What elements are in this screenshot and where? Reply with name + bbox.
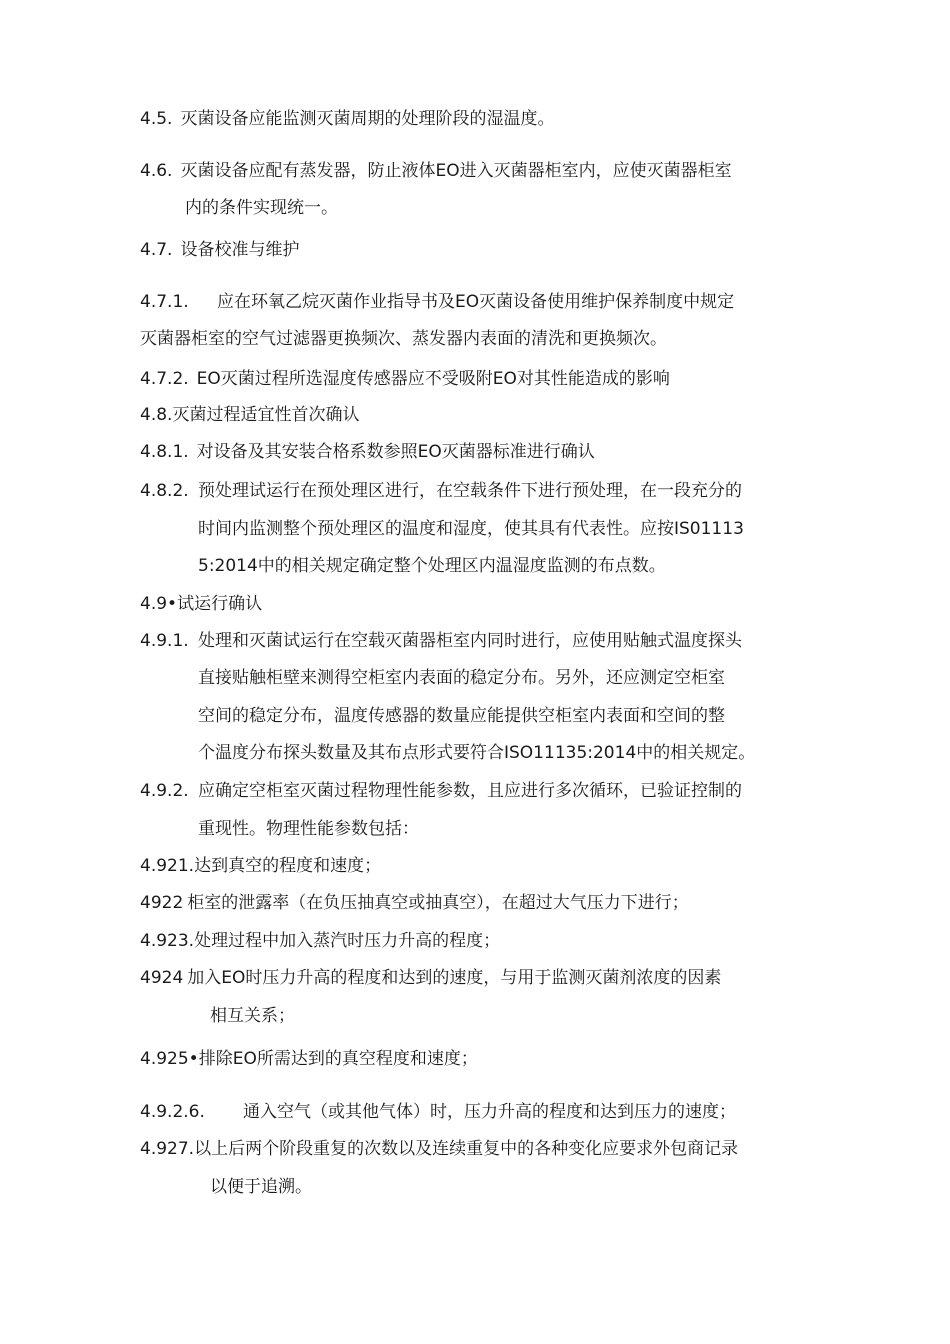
clause-number: 4.9.2.6. <box>140 1102 205 1122</box>
clause-text: 通入空气（或其他气体）时，压力升高的程度和达到压力的速度； <box>243 1102 736 1122</box>
clause-4-927-continued <box>210 1176 312 1198</box>
clause-number: 4.7.2. <box>140 369 189 389</box>
clause-number: 4.9.1. <box>140 631 189 651</box>
clause-text: 个温度分布探头数量及其布点形式要符合ISO11135:2014中的相关规定。 <box>198 743 756 763</box>
clause-number: 4924 <box>140 968 184 988</box>
clause-number: 4.8.1. <box>140 442 189 462</box>
clause-4-9-1-continued-2 <box>198 705 725 727</box>
clause-4-9-1-continued-3 <box>198 742 755 764</box>
clause-text: 直接贴触柜壁来测得空柜室内表面的稳定分布。另外，还应测定空柜室 <box>198 668 725 688</box>
clause-4-923 <box>140 930 500 952</box>
clause-4-9-2-continued <box>198 818 419 840</box>
clause-number: 4.8.2. <box>140 481 189 501</box>
clause-4-925 <box>140 1048 478 1070</box>
clause-number: 4.7. <box>140 240 173 260</box>
clause-4-7-1-continued <box>140 328 667 350</box>
clause-4-7-2 <box>140 368 670 390</box>
clause-text: 对设备及其安装合格系数参照EO灭菌器标准进行确认 <box>196 442 595 462</box>
clause-text: 以便于追溯。 <box>210 1177 312 1197</box>
clause-4-6-continued <box>185 197 338 219</box>
clause-text: 柜室的泄露率（在负压抽真空或抽真空），在超过大气压力下进行； <box>187 893 689 913</box>
clause-4-9-1 <box>140 630 742 652</box>
clause-text: 处理和灭菌试运行在空载灭菌器柜室内同时进行，应使用贴触式温度探头 <box>198 631 742 651</box>
clause-text: 相互关系； <box>210 1006 295 1026</box>
clause-text: 灭菌过程适宜性首次确认 <box>172 405 360 425</box>
clause-4-9-2 <box>140 780 742 802</box>
clause-text: 5:2014中的相关规定确定整个处理区内温湿度监测的布点数。 <box>198 556 666 576</box>
clause-text: 处理过程中加入蒸汽时压力升高的程度； <box>194 931 501 951</box>
clause-4-921 <box>140 855 381 877</box>
clause-4-5 <box>140 108 554 130</box>
clause-number: 4.927. <box>140 1139 195 1159</box>
clause-text: 以上后两个阶段重复的次数以及连续重复中的各种变化应要求外包商记录 <box>194 1139 739 1159</box>
clause-number: 4922 <box>140 893 184 913</box>
clause-number: 4.5. <box>140 109 173 129</box>
clause-number: 4.9• <box>140 594 178 614</box>
clause-number: 4.923. <box>140 931 195 951</box>
clause-4-8-2 <box>140 480 742 502</box>
clause-text: 灭菌器柜室的空气过滤器更换频次、蒸发器内表面的清洗和更换频次。 <box>140 329 667 349</box>
clause-4-8-2-continued-1 <box>198 518 744 540</box>
clause-text: 空间的稳定分布，温度传感器的数量应能提供空柜室内表面和空间的整 <box>198 706 725 726</box>
clause-text: 时间内监测整个预处理区的温度和湿度，使其具有代表性。应按IS01113 <box>198 519 744 539</box>
clause-text: 内的条件实现统一。 <box>185 198 338 218</box>
clause-4-9-1-continued-1 <box>198 667 725 689</box>
clause-text: 排除EO所需达到的真空程度和速度； <box>198 1049 478 1069</box>
clause-text: EO灭菌过程所选湿度传感器应不受吸附EO对其性能造成的影响 <box>196 369 670 389</box>
clause-4-9-2-6 <box>140 1101 736 1123</box>
clause-number: 4.8. <box>140 405 173 425</box>
clause-number: 4.9.2. <box>140 781 189 801</box>
clause-number: 4.921. <box>140 856 195 876</box>
clause-number: 4.6. <box>140 161 173 181</box>
clause-4-8-1 <box>140 441 595 463</box>
clause-number: 4.7.1. <box>140 292 189 312</box>
clause-text: 达到真空的程度和速度； <box>194 856 382 876</box>
clause-text: 灭菌设备应能监测灭菌周期的处理阶段的湿温度。 <box>180 109 555 129</box>
clause-text: 加入EO时压力升高的程度和达到的速度，与用于监测灭菌剂浓度的因素 <box>187 968 722 988</box>
clause-text: 应确定空柜室灭菌过程物理性能参数，且应进行多次循环，已验证控制的 <box>198 781 742 801</box>
clause-4-8 <box>140 404 359 426</box>
clause-4924-continued <box>210 1005 295 1027</box>
clause-4-7 <box>140 239 299 261</box>
clause-text: 应在环氧乙烷灭菌作业指导书及EO灭菌设备使用维护保养制度中规定 <box>217 292 735 312</box>
clause-text: 设备校准与维护 <box>180 240 300 260</box>
clause-4-6 <box>140 160 732 182</box>
clause-4-927 <box>140 1138 738 1160</box>
clause-text: 重现性。物理性能参数包括： <box>198 819 419 839</box>
clause-number: 4.925• <box>140 1049 199 1069</box>
clause-text: 试运行确认 <box>177 594 263 614</box>
clause-text: 灭菌设备应配有蒸发器，防止液体EO进入灭菌器柜室内，应使灭菌器柜室 <box>180 161 732 181</box>
clause-4-8-2-continued-2 <box>198 555 666 577</box>
clause-text: 预处理试运行在预处理区进行，在空载条件下进行预处理，在一段充分的 <box>198 481 742 501</box>
clause-4924 <box>140 967 721 989</box>
clause-4922 <box>140 892 689 914</box>
clause-4-7-1 <box>140 291 734 313</box>
clause-4-9 <box>140 593 262 615</box>
